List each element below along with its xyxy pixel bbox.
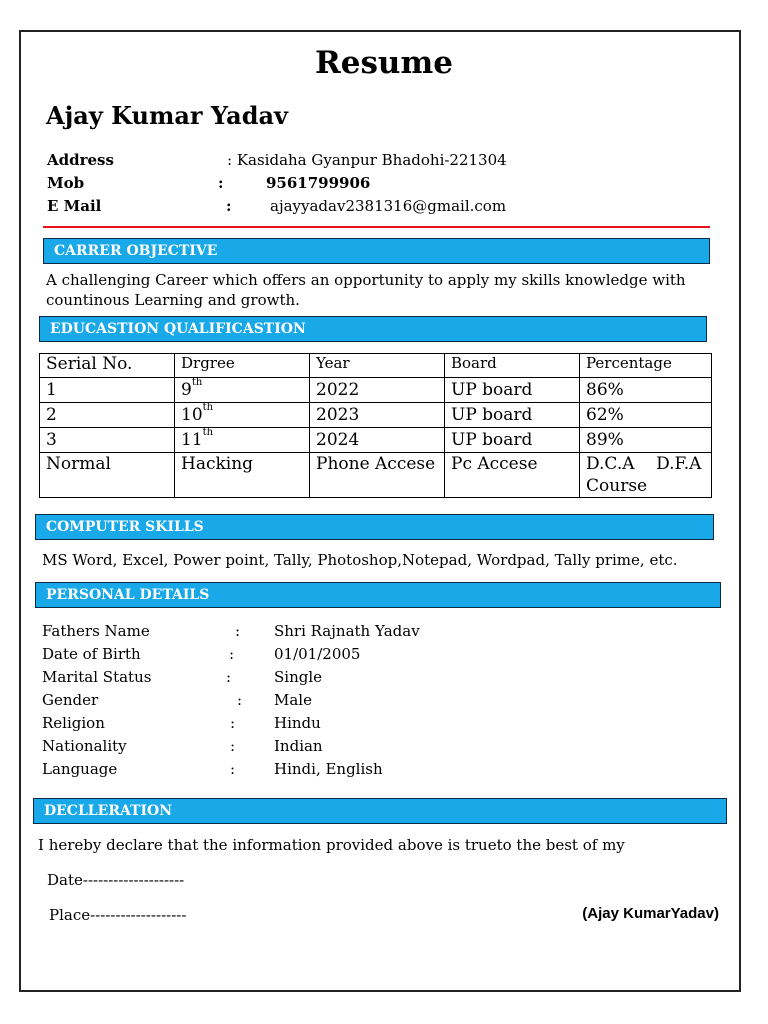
table-row — [40, 428, 712, 453]
cell-serial: 1 — [40, 378, 175, 403]
cell-percentage: 86% — [580, 378, 712, 403]
objective-text-line-1: A challenging Career which offers an opportunity to apply my skills knowledge with — [46, 271, 686, 289]
section-header-objective: CARRER OBJECTIVE — [43, 238, 710, 264]
cell-hacking: Hacking — [175, 453, 310, 498]
degree-suffix: th — [191, 377, 203, 388]
email-value: ajayyadav2381316@gmail.com — [270, 197, 507, 215]
degree-suffix: th — [202, 427, 214, 438]
cell-serial: 2 — [40, 403, 175, 428]
personal-label: Nationality — [42, 737, 127, 755]
cell-percentage: 62% — [580, 403, 712, 428]
personal-value: 01/01/2005 — [274, 645, 361, 663]
mob-colon: : — [218, 174, 224, 192]
section-header-declaration: DECLLERATION — [33, 798, 727, 824]
degree-text: 10 — [181, 405, 203, 425]
cell-board: UP board — [445, 378, 580, 403]
personal-colon: : — [226, 668, 232, 686]
declaration-text: I hereby declare that the information provided above is trueto the best of my — [38, 836, 625, 854]
email-colon: : — [226, 197, 232, 215]
mob-label: Mob — [47, 174, 85, 192]
section-header-education: EDUCASTION QUALIFICASTION — [39, 316, 707, 342]
cell-year: 2022 — [310, 378, 445, 403]
cell-serial: 3 — [40, 428, 175, 453]
personal-label: Fathers Name — [42, 622, 150, 640]
cell-year: 2024 — [310, 428, 445, 453]
personal-value: Shri Rajnath Yadav — [274, 622, 420, 640]
cell-board: UP board — [445, 403, 580, 428]
personal-colon: : — [230, 760, 236, 778]
page-title: Resume — [314, 45, 453, 81]
table-row — [40, 453, 712, 498]
personal-label: Language — [42, 760, 118, 778]
header-percentage: Percentage — [580, 354, 712, 378]
cell-year: 2023 — [310, 403, 445, 428]
section-header-personal: PERSONAL DETAILS — [35, 582, 721, 608]
candidate-name: Ajay Kumar Yadav — [46, 101, 288, 130]
header-board: Board — [445, 354, 580, 378]
personal-colon: : — [229, 645, 235, 663]
degree-suffix: th — [202, 402, 214, 413]
personal-colon: : — [235, 622, 241, 640]
signature-name: (Ajay KumarYadav) — [582, 905, 719, 922]
address-value: : Kasidaha Gyanpur Bhadohi-221304 — [227, 151, 507, 169]
skills-text: MS Word, Excel, Power point, Tally, Photoshop,Notepad, Wordpad, Tally prime, etc. — [42, 551, 678, 569]
personal-label: Gender — [42, 691, 99, 709]
personal-value: Single — [274, 668, 323, 686]
personal-value: Indian — [274, 737, 323, 755]
cell-degree — [175, 378, 310, 403]
cell-percentage: 89% — [580, 428, 712, 453]
personal-label: Date of Birth — [42, 645, 141, 663]
cell-normal: Normal — [40, 453, 175, 498]
address-label: Address — [47, 151, 114, 169]
personal-value: Hindu — [274, 714, 321, 732]
degree-text: 11 — [181, 430, 203, 450]
personal-label: Religion — [42, 714, 105, 732]
cell-board: UP board — [445, 428, 580, 453]
place-line: Place------------------- — [49, 906, 187, 924]
cell-phone-access: Phone Accese — [310, 453, 445, 498]
personal-colon: : — [230, 737, 236, 755]
red-divider — [43, 226, 710, 228]
courses-line-1: D.C.A D.F.A — [586, 454, 702, 474]
education-table — [39, 353, 712, 498]
objective-text-line-2: countinous Learning and growth. — [46, 291, 300, 309]
personal-colon: : — [230, 714, 236, 732]
header-degree: Drgree — [175, 354, 310, 378]
degree-text: 9 — [181, 380, 192, 400]
cell-degree — [175, 403, 310, 428]
header-serial: Serial No. — [40, 354, 175, 378]
cell-degree — [175, 428, 310, 453]
table-row — [40, 378, 712, 403]
courses-line-2: Course — [586, 476, 648, 496]
personal-colon: : — [237, 691, 243, 709]
cell-pc-access: Pc Accese — [445, 453, 580, 498]
date-line: Date-------------------- — [47, 871, 185, 889]
mob-value: 9561799906 — [266, 174, 371, 192]
table-row — [40, 403, 712, 428]
section-header-skills: COMPUTER SKILLS — [35, 514, 714, 540]
table-header-row — [40, 354, 712, 378]
header-year: Year — [310, 354, 445, 378]
cell-courses — [580, 453, 712, 498]
personal-value: Male — [274, 691, 312, 709]
email-label: E Mail — [47, 197, 102, 215]
personal-label: Marital Status — [42, 668, 152, 686]
personal-value: Hindi, English — [274, 760, 383, 778]
